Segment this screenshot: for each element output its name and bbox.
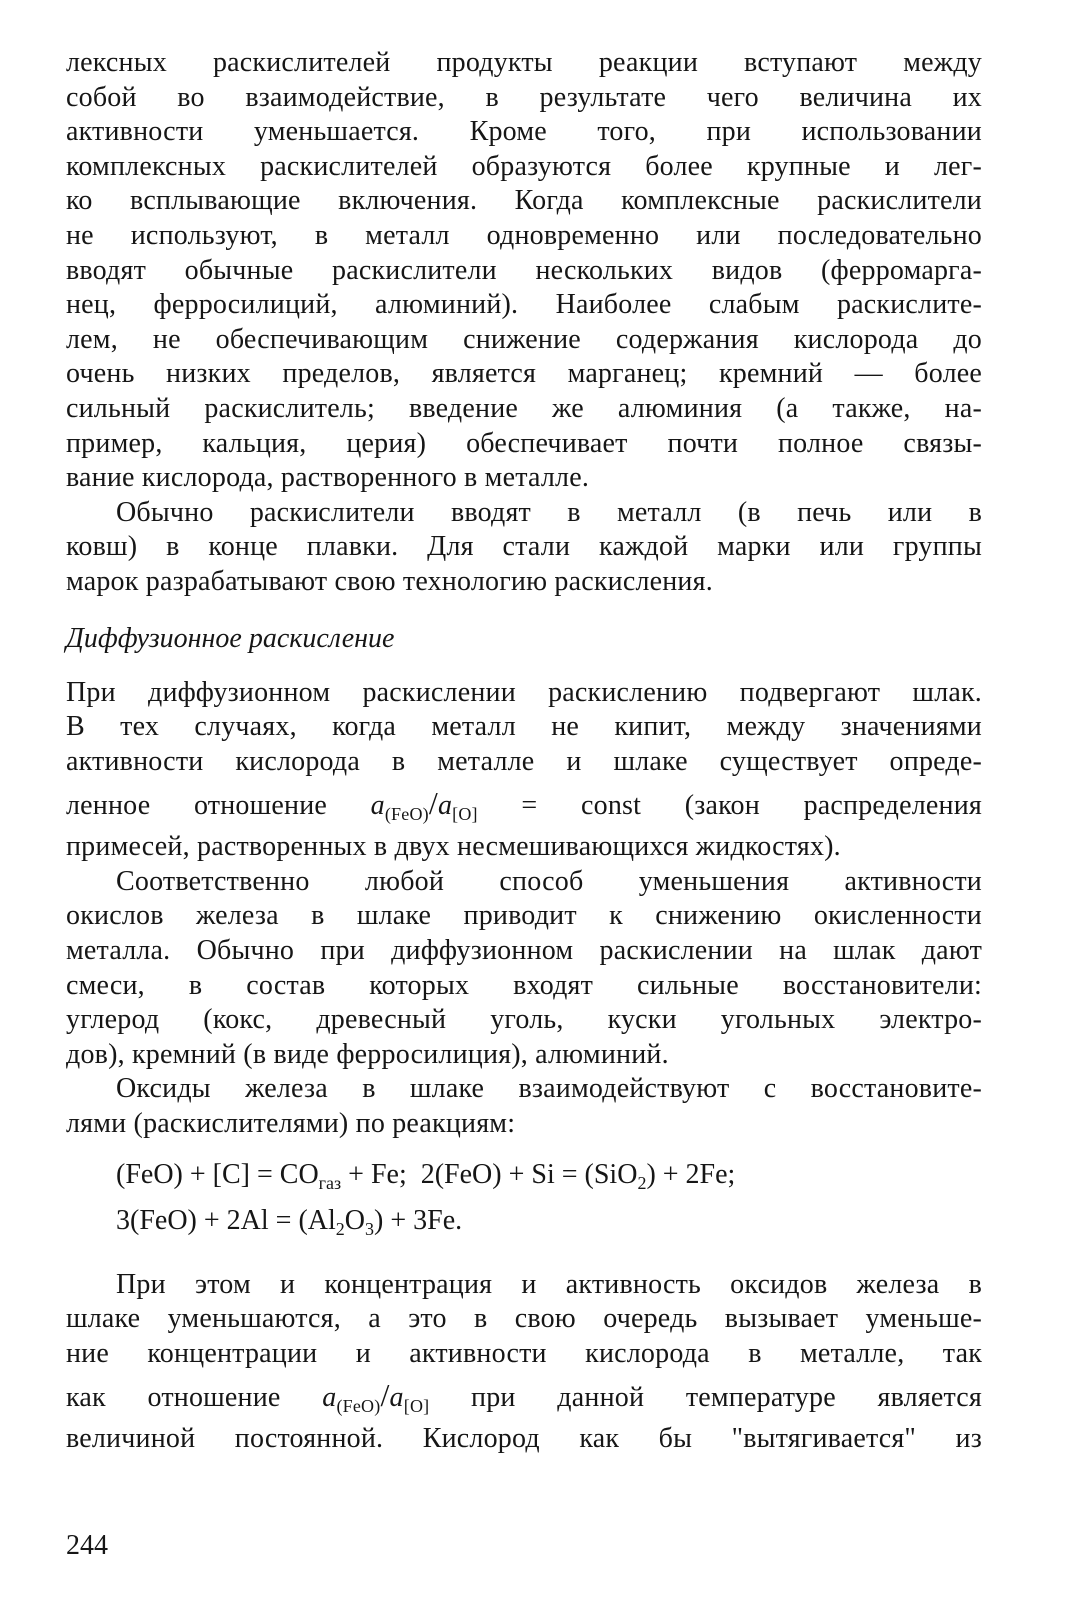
page-number: 244	[66, 1530, 108, 1561]
ratio-slash: /	[428, 785, 438, 822]
formula-subscript: 2	[335, 1218, 345, 1239]
formula-text: (FeO) + [C] = CO	[116, 1158, 319, 1190]
text-line: активности уменьшается. Кроме того, при использовании	[66, 116, 982, 148]
text-line: ние концентрации и активности кислорода в металле, так	[66, 1337, 982, 1369]
ratio-denominator: a	[437, 790, 453, 822]
text-line: нец, ферросилиций, алюминий). Наиболее слабым раскислите-	[66, 289, 982, 321]
text-line: примесей, растворенных в двух несмешивающихся жидкостях).	[66, 831, 841, 863]
text-line: металла. Обычно при диффузионном раскислении на шлак дают	[66, 935, 982, 967]
text-line: комплексных раскислителей образуются более крупные и лег-	[66, 150, 982, 182]
page-body	[66, 46, 982, 1457]
text-line: пример, кальция, церия) обеспечивает почти полное связы-	[66, 427, 982, 459]
text-line: не используют, в металл одновременно или последовательно	[66, 219, 982, 251]
activity-ratio-formula	[370, 785, 478, 825]
text-fragment: как отношение	[66, 1382, 281, 1414]
text-line: углерод (кокс, древесный уголь, куски угольных электро-	[66, 1004, 982, 1036]
text-line: шлаке уменьшаются, а это в свою очередь вызывает уменьше-	[66, 1303, 982, 1335]
formula-subscript: газ	[318, 1172, 342, 1193]
text-line: лем, не обеспечивающим снижение содержания кислорода до	[66, 323, 982, 355]
formula-line	[116, 1204, 982, 1250]
paragraph-6	[66, 1268, 982, 1457]
ratio-numerator-subscript: (FeO)	[384, 804, 429, 825]
text-line: ковш) в конце плавки. Для стали каждой марки или группы	[66, 531, 982, 563]
paragraph-1	[66, 46, 982, 496]
text-line: лексных раскислителей продукты реакции вступают между	[66, 47, 982, 78]
text-line: При этом и концентрация и активность оксидов железа в	[116, 1268, 982, 1300]
reaction-formulas	[116, 1158, 982, 1250]
ratio-numerator: a	[322, 1382, 337, 1414]
formula-subscript: 2	[637, 1172, 647, 1193]
text-line: дов), кремний (в виде ферросилиция), алюминий.	[66, 1038, 669, 1070]
text-line: вание кислорода, растворенного в металле.	[66, 462, 590, 494]
text-line: смеси, в состав которых входят сильные восстановители:	[66, 969, 982, 1001]
formula-text: O	[344, 1204, 366, 1236]
ratio-numerator: a	[370, 790, 385, 822]
text-fragment: при данной температуре является	[471, 1382, 983, 1414]
text-line: марок разрабатывают свою технологию раскисления.	[66, 565, 713, 597]
text-line: очень низких пределов, является марганец; кремний — более	[66, 358, 982, 390]
text-line-with-ratio	[66, 779, 982, 830]
text-line: ко всплывающие включения. Когда комплексные раскислители	[66, 185, 982, 217]
spacer	[66, 1250, 982, 1268]
text-fragment: = const (закон распределения	[521, 790, 982, 822]
formula-text: ) + 3Fe.	[374, 1204, 463, 1236]
ratio-slash: /	[380, 1377, 390, 1414]
text-line: Соответственно любой способ уменьшения активности	[116, 865, 982, 897]
text-line: Оксиды железа в шлаке взаимодействуют с восстановите-	[116, 1073, 982, 1105]
ratio-denominator-subscript: [O]	[403, 1396, 430, 1417]
text-line: собой во взаимодействие, в результате чего величина их	[66, 81, 982, 113]
text-line: При диффузионном раскислении раскислению подвергают шлак.	[66, 676, 982, 708]
formula-line	[116, 1158, 982, 1204]
formula-text: ) + 2Fe;	[646, 1158, 736, 1190]
activity-ratio-formula	[322, 1377, 430, 1417]
formula-text: 3(FeO) + 2Al = (Al	[116, 1204, 336, 1236]
text-line: лями (раскислителями) по реакциям:	[66, 1108, 516, 1140]
text-line: В тех случаях, когда металл не кипит, между значениями	[66, 711, 982, 743]
text-line: вводят обычные раскислители нескольких видов (ферромарга-	[66, 254, 982, 286]
ratio-denominator: a	[389, 1382, 404, 1414]
formula-subscript: 3	[365, 1218, 375, 1239]
paragraph-5	[66, 1072, 982, 1141]
text-line-with-ratio	[66, 1371, 982, 1422]
text-line: сильный раскислитель; введение же алюминия (а также, на-	[66, 392, 982, 424]
ratio-numerator-subscript: (FeO)	[336, 1396, 381, 1417]
paragraph-2	[66, 496, 982, 600]
text-line: величиной постоянной. Кислород как бы "вытягивается" из	[66, 1423, 982, 1455]
text-line: окислов железа в шлаке приводит к снижению окисленности	[66, 900, 982, 932]
paragraph-4	[66, 865, 982, 1073]
text-line: Обычно раскислители вводят в металл (в печь или в	[116, 496, 982, 528]
text-line: активности кислорода в металле и шлаке существует опреде-	[66, 745, 982, 777]
paragraph-3	[66, 676, 982, 865]
formula-text: + Fe; 2(FeO) + Si = (SiO	[341, 1158, 638, 1190]
section-heading: Диффузионное раскисление	[66, 622, 395, 654]
text-fragment: ленное отношение	[66, 790, 328, 822]
ratio-denominator-subscript: [O]	[452, 804, 478, 825]
